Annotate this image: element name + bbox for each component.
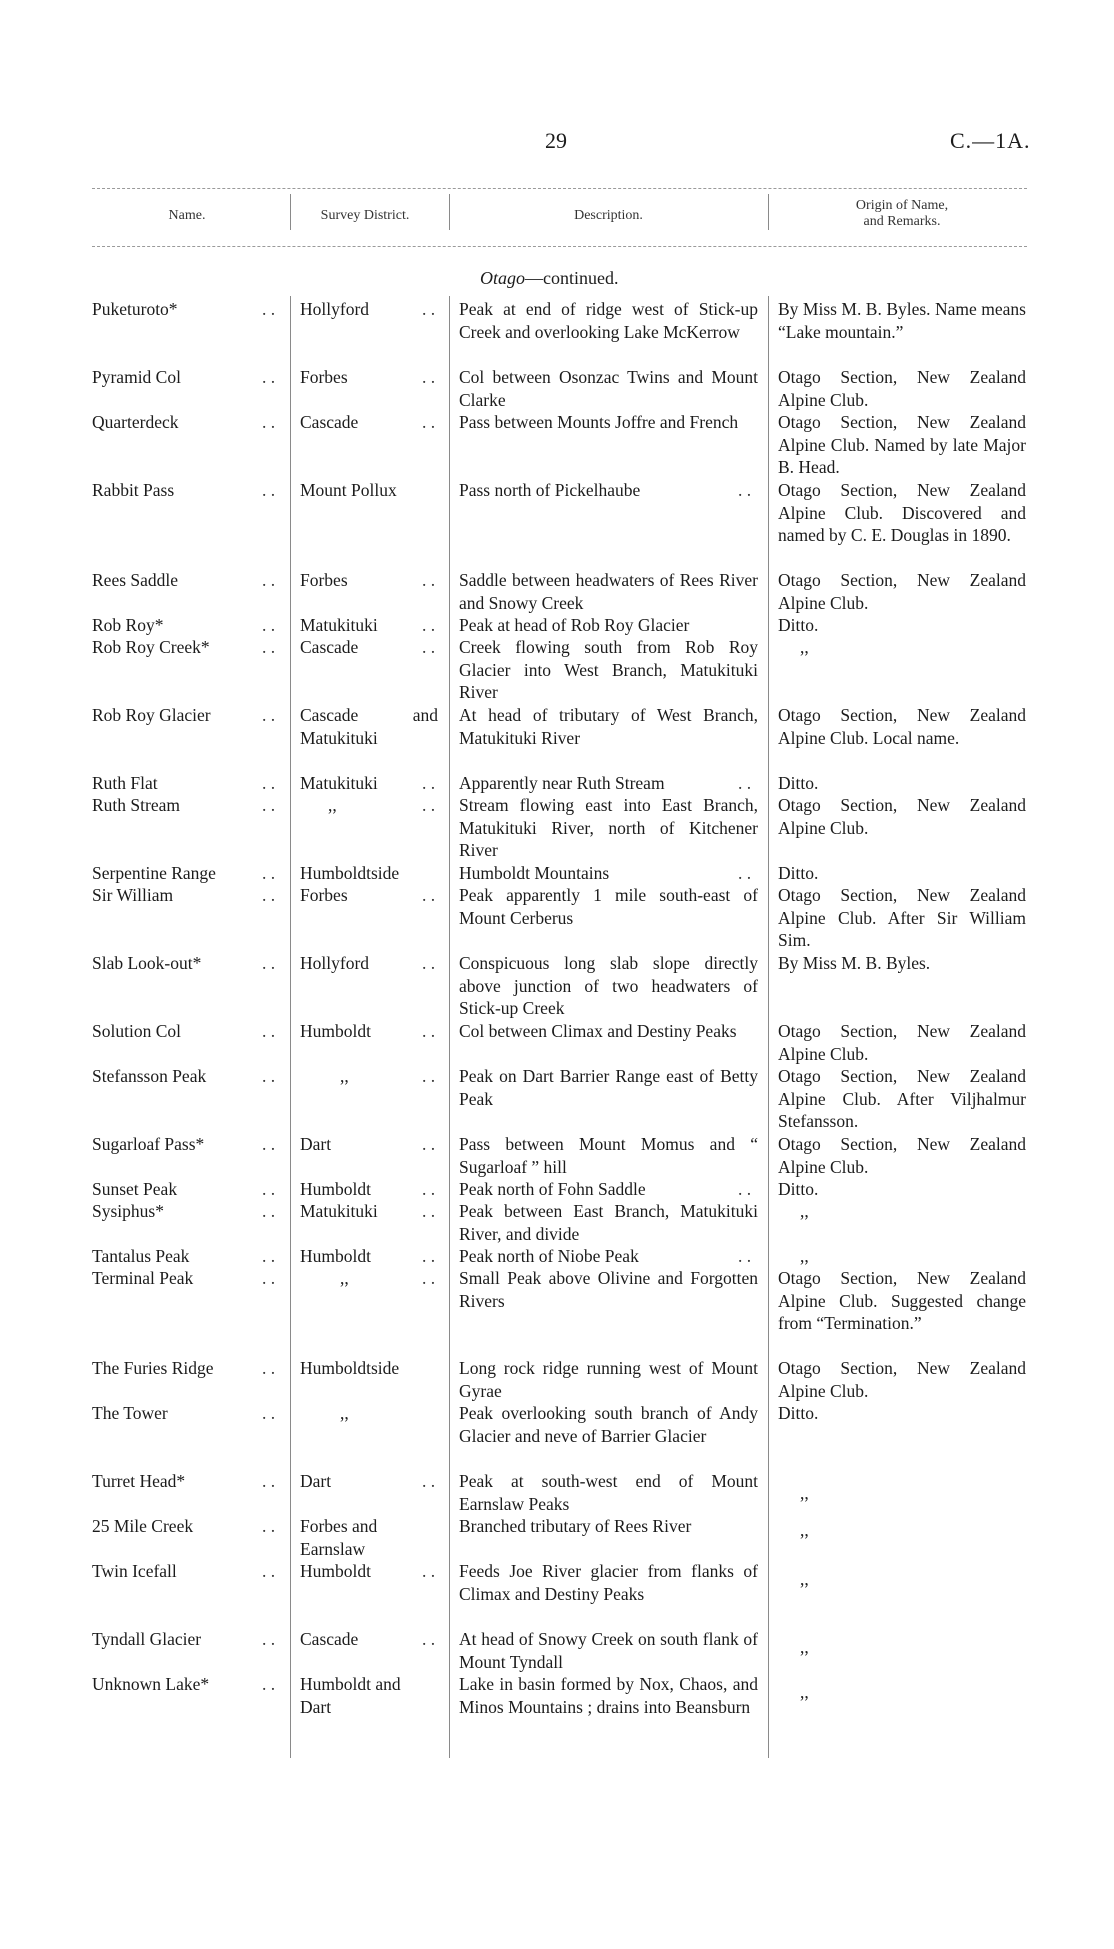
leader-dots: . . [262, 1134, 276, 1154]
place-name: Ruth Flat [92, 773, 158, 793]
remarks: Otago Section, New Zealand Alpine Club. [778, 795, 1026, 838]
place-name: Serpentine Range [92, 863, 216, 883]
leader-dots: . . [262, 773, 276, 793]
col-head-origin-line-1: Origin of Name, [855, 198, 949, 213]
description: Peak north of Niobe Peak [459, 1246, 639, 1266]
column-divider-3 [768, 296, 769, 1758]
survey-district: ,, [340, 1268, 349, 1288]
leader-dots: . . [262, 1471, 276, 1491]
leader-dots: . . [422, 1201, 436, 1221]
leader-dots: . . [422, 773, 436, 793]
place-name: Terminal Peak [92, 1268, 194, 1288]
remarks: ,, [800, 1569, 809, 1589]
remarks: Ditto. [778, 863, 819, 883]
survey-district: Forbes [300, 570, 348, 590]
remarks: Otago Section, New Zealand Alpine Club. Suggested change from “Termination.” [778, 1268, 1026, 1333]
remarks: Otago Section, New Zealand Alpine Club. Named by late Major B. Head. [778, 412, 1026, 477]
leader-dots: . . [262, 953, 276, 973]
description: Peak at end of ridge west of Stick-up Creek and overlooking Lake McKerrow [459, 299, 758, 342]
col-head-name: Name. [168, 208, 206, 223]
remarks: Otago Section, New Zealand Alpine Club. [778, 1021, 1026, 1064]
description: Lake in basin formed by Nox, Chaos, and Minos Mountains ; drains into Beansburn [459, 1674, 758, 1717]
header-rule-bottom [92, 246, 1027, 247]
place-name: Ruth Stream [92, 795, 180, 815]
remarks: Ditto. [778, 615, 819, 635]
remarks: Otago Section, New Zealand Alpine Club. [778, 1358, 1026, 1401]
place-name: Twin Icefall [92, 1561, 177, 1581]
leader-dots: . . [262, 570, 276, 590]
survey-district: ,, [328, 795, 337, 815]
leader-dots: . . [738, 1246, 752, 1266]
description: At head of tributary of West Branch, Matukituki River [459, 705, 758, 748]
description: Apparently near Ruth Stream [459, 773, 665, 793]
remarks: Otago Section, New Zealand Alpine Club. [778, 1134, 1026, 1177]
leader-dots: . . [738, 480, 752, 500]
place-name: 25 Mile Creek [92, 1516, 194, 1536]
remarks: ,, [800, 1483, 809, 1503]
leader-dots: . . [422, 1021, 436, 1041]
survey-district: ,, [340, 1403, 349, 1423]
place-name: Pyramid Col [92, 367, 181, 387]
leader-dots: . . [422, 1629, 436, 1649]
description: Humboldt Mountains [459, 863, 610, 883]
leader-dots: . . [422, 1561, 436, 1581]
place-name: Slab Look-out* [92, 953, 202, 973]
description: Conspicuous long slab slope directly above junction of two headwaters of Stick-up Creek [459, 953, 758, 1018]
place-name: Rabbit Pass [92, 480, 175, 500]
page-number: 29 [545, 128, 567, 153]
column-divider-1 [290, 296, 291, 1758]
survey-district: Cascade [300, 637, 359, 657]
leader-dots: . . [262, 1179, 276, 1199]
remarks: ,, [800, 1637, 809, 1657]
place-name: Solution Col [92, 1021, 181, 1041]
remarks: ,, [800, 1246, 809, 1266]
leader-dots: . . [262, 1268, 276, 1288]
remarks: Ditto. [778, 1179, 819, 1199]
place-name: Sunset Peak [92, 1179, 178, 1199]
description: Small Peak above Olivine and Forgotten Rivers [459, 1268, 758, 1311]
survey-district: ,, [340, 1066, 349, 1086]
survey-district: Humboldt [300, 1246, 371, 1266]
header-divider-2 [449, 194, 450, 230]
leader-dots: . . [262, 885, 276, 905]
section-title [480, 268, 618, 289]
remarks: ,, [800, 1682, 809, 1702]
place-name: Rob Roy Creek* [92, 637, 210, 657]
place-name: Unknown Lake* [92, 1674, 210, 1694]
leader-dots: . . [262, 1629, 276, 1649]
place-name: Tyndall Glacier [92, 1629, 202, 1649]
description: Pass between Mounts Joffre and French [459, 412, 739, 432]
survey-district: Hollyford [300, 953, 370, 973]
description: At head of Snowy Creek on south flank of Mount Tyndall [459, 1629, 758, 1672]
leader-dots: . . [738, 1179, 752, 1199]
header-divider-3 [768, 194, 769, 230]
place-name: Stefansson Peak [92, 1066, 207, 1086]
place-name: Turret Head* [92, 1471, 186, 1491]
description: Long rock ridge running west of Mount Gyrae [459, 1358, 758, 1401]
remarks: Otago Section, New Zealand Alpine Club. [778, 570, 1026, 613]
leader-dots: . . [262, 412, 276, 432]
survey-district [300, 1515, 432, 1560]
description: Peak between East Branch, Matukituki River, and divide [459, 1201, 758, 1244]
col-head-district: Survey District. [320, 208, 410, 223]
leader-dots: . . [738, 863, 752, 883]
leader-dots: . . [262, 480, 276, 500]
leader-dots: . . [738, 773, 752, 793]
survey-district: Humboldt [300, 1179, 371, 1199]
section-suffix: —continued. [525, 268, 619, 288]
leader-dots: . . [422, 615, 436, 635]
survey-district: Matukituki [300, 615, 378, 635]
col-head-description: Description. [574, 208, 643, 223]
document-reference: C.—1A. [950, 128, 1031, 153]
place-name: Rees Saddle [92, 570, 179, 590]
leader-dots: . . [422, 1066, 436, 1086]
description: Peak at head of Rob Roy Glacier [459, 615, 690, 635]
remarks: Otago Section, New Zealand Alpine Club. After Viljhalmur Stefansson. [778, 1066, 1026, 1131]
place-name: The Furies Ridge [92, 1358, 214, 1378]
description: Pass north of Pickelhaube [459, 480, 641, 500]
remarks: By Miss M. B. Byles. Name means “Lake mountain.” [778, 299, 1026, 342]
leader-dots: . . [262, 1358, 276, 1378]
survey-district: Dart [300, 1471, 332, 1491]
survey-district: Cascade [300, 412, 359, 432]
leader-dots: . . [262, 299, 276, 319]
leader-dots: . . [422, 637, 436, 657]
leader-dots: . . [262, 1561, 276, 1581]
section-region: Otago [480, 268, 525, 288]
remarks: Ditto. [778, 773, 819, 793]
survey-district: Cascade and Matukituki [300, 705, 438, 748]
survey-district: Matukituki [300, 1201, 378, 1221]
leader-dots: . . [422, 795, 436, 815]
leader-dots: . . [262, 1403, 276, 1423]
leader-dots: . . [262, 1066, 276, 1086]
survey-district: Humboldt and Dart [300, 1674, 401, 1717]
leader-dots: . . [262, 1516, 276, 1536]
leader-dots: . . [262, 1201, 276, 1221]
leader-dots: . . [422, 885, 436, 905]
description: Pass between Mount Momus and “ Sugarloaf ” hill [459, 1134, 758, 1177]
survey-district: Hollyford [300, 299, 370, 319]
leader-dots: . . [262, 705, 276, 725]
description: Branched tributary of Rees River [459, 1516, 692, 1536]
remarks: By Miss M. B. Byles. [778, 953, 931, 973]
leader-dots: . . [422, 412, 436, 432]
survey-district: Mount Pollux [300, 480, 397, 500]
place-name: Sir William [92, 885, 174, 905]
header-divider-1 [290, 194, 291, 230]
survey-district: Humboldt [300, 1561, 371, 1581]
remarks: ,, [800, 1201, 809, 1221]
col-head-origin [778, 198, 1026, 230]
leader-dots: . . [422, 570, 436, 590]
place-name: The Tower [92, 1403, 168, 1423]
leader-dots: . . [422, 953, 436, 973]
survey-district: Matukituki [300, 773, 378, 793]
survey-district: Humboldtside [300, 863, 400, 883]
description: Peak at south-west end of Mount Earnslaw Peaks [459, 1471, 758, 1514]
description: Feeds Joe River glacier from flanks of Climax and Destiny Peaks [459, 1561, 758, 1604]
place-name: Sysiphus* [92, 1201, 164, 1221]
leader-dots: . . [422, 367, 436, 387]
remarks: Ditto. [778, 1403, 819, 1423]
survey-district-text: Forbes and Earnslaw [300, 1516, 378, 1559]
place-name: Puketuroto* [92, 299, 178, 319]
survey-district: Dart [300, 1134, 332, 1154]
description: Stream flowing east into East Branch, Matukituki River, north of Kitchener River [459, 795, 758, 860]
leader-dots: . . [262, 615, 276, 635]
leader-dots: . . [422, 1246, 436, 1266]
description: Peak apparently 1 mile south-east of Mount Cerberus [459, 885, 758, 928]
survey-district: Cascade [300, 1629, 359, 1649]
remarks: Otago Section, New Zealand Alpine Club. [778, 367, 1026, 410]
description: Saddle between headwaters of Rees River and Snowy Creek [459, 570, 758, 613]
place-name: Rob Roy Glacier [92, 705, 211, 725]
survey-district: Forbes [300, 885, 348, 905]
place-name: Sugarloaf Pass* [92, 1134, 205, 1154]
remarks: Otago Section, New Zealand Alpine Club. Local name. [778, 705, 1026, 748]
place-name: Quarterdeck [92, 412, 179, 432]
header-rule-top [92, 188, 1027, 189]
description: Peak overlooking south branch of Andy Glacier and neve of Barrier Glacier [459, 1403, 758, 1446]
leader-dots: . . [422, 299, 436, 319]
remarks: Otago Section, New Zealand Alpine Club. After Sir William Sim. [778, 885, 1026, 950]
survey-district: Forbes [300, 367, 348, 387]
leader-dots: . . [422, 1268, 436, 1288]
col-head-origin-line-2: and Remarks. [863, 214, 941, 229]
remarks: ,, [800, 1520, 809, 1540]
leader-dots: . . [422, 1179, 436, 1199]
description: Peak on Dart Barrier Range east of Betty Peak [459, 1066, 758, 1109]
remarks: ,, [800, 637, 809, 657]
remarks: Otago Section, New Zealand Alpine Club. Discovered and named by C. E. Douglas in 1890. [778, 480, 1026, 545]
leader-dots: . . [422, 1471, 436, 1491]
survey-district: Humboldtside [300, 1358, 400, 1378]
description: Creek flowing south from Rob Roy Glacier into West Branch, Matukituki River [459, 637, 758, 702]
place-name: Rob Roy* [92, 615, 164, 635]
place-name: Tantalus Peak [92, 1246, 190, 1266]
description: Col between Osonzac Twins and Mount Clarke [459, 367, 758, 410]
column-divider-2 [449, 296, 450, 1758]
leader-dots: . . [262, 1021, 276, 1041]
leader-dots: . . [262, 637, 276, 657]
leader-dots: . . [262, 367, 276, 387]
leader-dots: . . [262, 1246, 276, 1266]
description: Peak north of Fohn Saddle [459, 1179, 646, 1199]
leader-dots: . . [422, 1134, 436, 1154]
description: Col between Climax and Destiny Peaks [459, 1021, 737, 1041]
leader-dots: . . [262, 1674, 276, 1694]
leader-dots: . . [262, 863, 276, 883]
leader-dots: . . [262, 795, 276, 815]
survey-district: Humboldt [300, 1021, 371, 1041]
